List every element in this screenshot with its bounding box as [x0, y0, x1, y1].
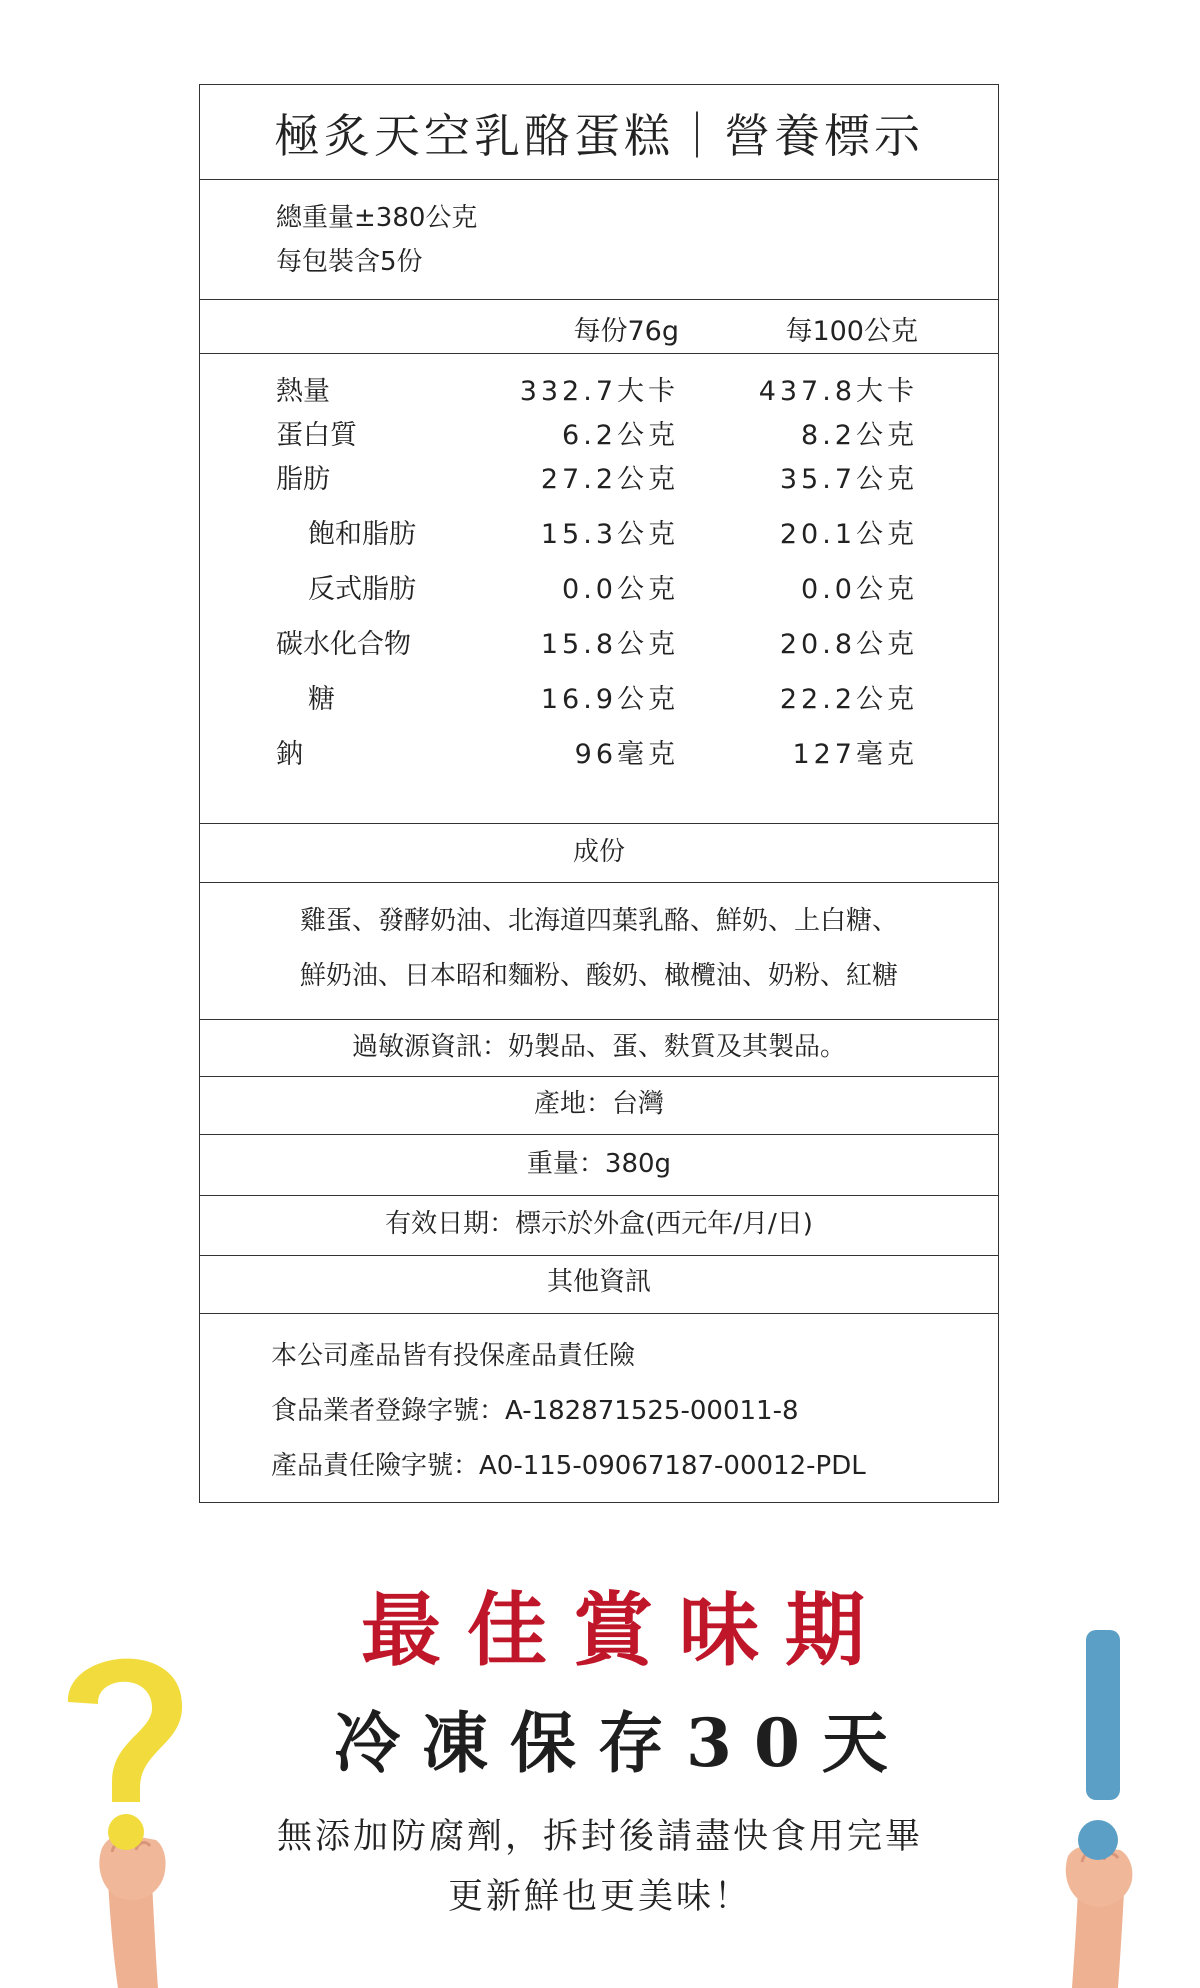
- other-info-heading: 其他資訊: [546, 1267, 651, 1297]
- nutrient-per-serving: 0.0公克: [562, 574, 679, 605]
- divider-allergen: [200, 1076, 998, 1077]
- divider-other-heading: [200, 1313, 998, 1314]
- nutrient-name: 蛋白質: [276, 420, 357, 451]
- freshness-note: 更新鮮也更美味！: [447, 1877, 752, 1917]
- divider-expiry: [200, 1255, 998, 1256]
- nutrient-name: 糖: [308, 684, 335, 715]
- divider-weight: [200, 1195, 998, 1196]
- column-header-per-serving: 每份76g: [573, 316, 679, 347]
- exclamation-mark-hand-icon: [1040, 1630, 1180, 1988]
- divider-title: [200, 179, 998, 180]
- nutrient-per-100g: 8.2公克: [801, 420, 918, 451]
- nutrient-name: 脂肪: [276, 464, 330, 495]
- column-header-per-100g: 每100公克: [785, 316, 918, 347]
- ingredients-line-1: 雞蛋、發酵奶油、北海道四葉乳酪、鮮奶、上白糖、: [299, 906, 898, 936]
- nutrient-per-serving: 15.3公克: [540, 519, 679, 550]
- nutrient-name: 鈉: [276, 739, 303, 770]
- nutrient-per-serving: 332.7大卡: [519, 376, 679, 407]
- divider-summary: [200, 299, 998, 300]
- registration-number: 食品業者登錄字號：A-182871525-00011-8: [271, 1396, 799, 1426]
- nutrient-per-serving: 96毫克: [574, 739, 679, 770]
- nutrient-per-serving: 15.8公克: [540, 629, 679, 660]
- origin-info: 產地：台灣: [533, 1089, 664, 1119]
- liability-insurance-number: 產品責任險字號：A0-115-09067187-00012-PDL: [271, 1451, 866, 1481]
- frozen-storage-subtitle: 冷凍保存30天: [334, 1704, 910, 1782]
- divider-columns: [200, 353, 998, 354]
- no-preservative-note: 無添加防腐劑，拆封後請盡快食用完畢: [276, 1817, 923, 1857]
- nutrient-name: 熱量: [276, 376, 330, 407]
- nutrient-name: 反式脂肪: [308, 574, 416, 605]
- nutrient-per-100g: 437.8大卡: [758, 376, 918, 407]
- nutrient-per-serving: 6.2公克: [562, 420, 679, 451]
- nutrient-per-100g: 22.2公克: [779, 684, 918, 715]
- best-before-title: 最佳賞味期: [361, 1583, 891, 1677]
- expiry-info: 有效日期：標示於外盒(西元年/月/日): [385, 1209, 813, 1239]
- nutrient-per-serving: 16.9公克: [540, 684, 679, 715]
- nutrient-per-100g: 20.1公克: [779, 519, 918, 550]
- nutrient-per-100g: 127毫克: [792, 739, 918, 770]
- nutrition-label-table: [199, 84, 999, 1503]
- nutrient-name: 碳水化合物: [276, 629, 411, 660]
- nutrient-per-serving: 27.2公克: [540, 464, 679, 495]
- servings-text: 每包裝含5份: [276, 247, 423, 277]
- nutrient-per-100g: 0.0公克: [801, 574, 918, 605]
- ingredients-heading: 成份: [572, 837, 625, 867]
- divider-nutrients: [200, 823, 998, 824]
- allergen-info: 過敏源資訊：奶製品、蛋、麩質及其製品。: [351, 1032, 846, 1062]
- insurance-text: 本公司產品皆有投保產品責任險: [271, 1341, 636, 1371]
- nutrient-per-100g: 20.8公克: [779, 629, 918, 660]
- nutrient-name: 飽和脂肪: [308, 519, 416, 550]
- divider-origin: [200, 1134, 998, 1135]
- divider-ingredients-heading: [200, 882, 998, 883]
- divider-ingredients: [200, 1019, 998, 1020]
- question-mark-hand-icon: [40, 1620, 200, 1988]
- label-title: 極炙天空乳酪蛋糕｜營養標示: [274, 109, 924, 163]
- weight-info: 重量：380g: [526, 1149, 672, 1179]
- total-weight-text: 總重量±380公克: [276, 203, 478, 233]
- nutrient-per-100g: 35.7公克: [779, 464, 918, 495]
- ingredients-line-2: 鮮奶油、日本昭和麵粉、酸奶、橄欖油、奶粉、紅糖: [299, 961, 898, 991]
